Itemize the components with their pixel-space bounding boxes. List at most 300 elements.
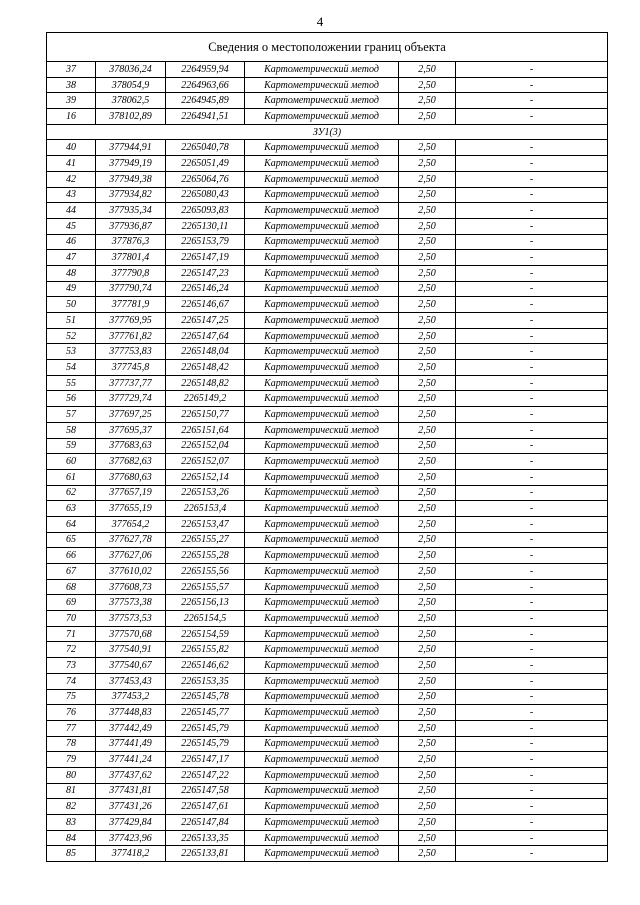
x-coordinate-cell: 377936,87 bbox=[96, 218, 166, 234]
y-coordinate-cell: 2265145,79 bbox=[166, 720, 245, 736]
point-number-cell: 61 bbox=[47, 469, 96, 485]
table-row bbox=[47, 328, 608, 344]
y-coordinate-cell: 2265153,47 bbox=[166, 516, 245, 532]
note-cell: - bbox=[456, 407, 608, 423]
point-number-cell: 72 bbox=[47, 642, 96, 658]
point-number-cell: 39 bbox=[47, 93, 96, 109]
point-number-cell: 41 bbox=[47, 156, 96, 172]
method-cell: Картометрический метод bbox=[245, 689, 399, 705]
note-cell: - bbox=[456, 171, 608, 187]
table-row bbox=[47, 469, 608, 485]
note-cell: - bbox=[456, 218, 608, 234]
method-cell: Картометрический метод bbox=[245, 313, 399, 329]
accuracy-cell: 2,50 bbox=[399, 234, 456, 250]
x-coordinate-cell: 377627,06 bbox=[96, 548, 166, 564]
point-number-cell: 76 bbox=[47, 705, 96, 721]
x-coordinate-cell: 377608,73 bbox=[96, 579, 166, 595]
y-coordinate-cell: 2265146,24 bbox=[166, 281, 245, 297]
note-cell: - bbox=[456, 109, 608, 125]
method-cell: Картометрический метод bbox=[245, 579, 399, 595]
note-cell: - bbox=[456, 203, 608, 219]
x-coordinate-cell: 377453,2 bbox=[96, 689, 166, 705]
note-cell: - bbox=[456, 846, 608, 862]
x-coordinate-cell: 377935,34 bbox=[96, 203, 166, 219]
y-coordinate-cell: 2265155,82 bbox=[166, 642, 245, 658]
note-cell: - bbox=[456, 501, 608, 517]
method-cell: Картометрический метод bbox=[245, 815, 399, 831]
table-row bbox=[47, 564, 608, 580]
accuracy-cell: 2,50 bbox=[399, 375, 456, 391]
table-title: Сведения о местоположении границ объекта bbox=[47, 33, 608, 62]
x-coordinate-cell: 377695,37 bbox=[96, 422, 166, 438]
accuracy-cell: 2,50 bbox=[399, 846, 456, 862]
table-row bbox=[47, 265, 608, 281]
table-row bbox=[47, 815, 608, 831]
accuracy-cell: 2,50 bbox=[399, 140, 456, 156]
x-coordinate-cell: 377790,74 bbox=[96, 281, 166, 297]
y-coordinate-cell: 2265093,83 bbox=[166, 203, 245, 219]
table-row bbox=[47, 830, 608, 846]
x-coordinate-cell: 377453,43 bbox=[96, 673, 166, 689]
accuracy-cell: 2,50 bbox=[399, 422, 456, 438]
section-label: ЗУ1(3) bbox=[47, 124, 608, 140]
table-row bbox=[47, 752, 608, 768]
method-cell: Картометрический метод bbox=[245, 328, 399, 344]
table-row bbox=[47, 407, 608, 423]
method-cell: Картометрический метод bbox=[245, 360, 399, 376]
table-row bbox=[47, 297, 608, 313]
point-number-cell: 79 bbox=[47, 752, 96, 768]
point-number-cell: 65 bbox=[47, 532, 96, 548]
note-cell: - bbox=[456, 642, 608, 658]
note-cell: - bbox=[456, 375, 608, 391]
table-row bbox=[47, 689, 608, 705]
note-cell: - bbox=[456, 720, 608, 736]
y-coordinate-cell: 2265133,81 bbox=[166, 846, 245, 862]
accuracy-cell: 2,50 bbox=[399, 187, 456, 203]
point-number-cell: 45 bbox=[47, 218, 96, 234]
table-row bbox=[47, 375, 608, 391]
point-number-cell: 67 bbox=[47, 564, 96, 580]
point-number-cell: 84 bbox=[47, 830, 96, 846]
note-cell: - bbox=[456, 62, 608, 78]
point-number-cell: 52 bbox=[47, 328, 96, 344]
point-number-cell: 51 bbox=[47, 313, 96, 329]
table-row bbox=[47, 360, 608, 376]
note-cell: - bbox=[456, 422, 608, 438]
accuracy-cell: 2,50 bbox=[399, 579, 456, 595]
y-coordinate-cell: 2265147,61 bbox=[166, 799, 245, 815]
note-cell: - bbox=[456, 516, 608, 532]
table-row bbox=[47, 501, 608, 517]
accuracy-cell: 2,50 bbox=[399, 407, 456, 423]
method-cell: Картометрический метод bbox=[245, 156, 399, 172]
table-row bbox=[47, 140, 608, 156]
x-coordinate-cell: 377769,95 bbox=[96, 313, 166, 329]
note-cell: - bbox=[456, 564, 608, 580]
table-row bbox=[47, 344, 608, 360]
accuracy-cell: 2,50 bbox=[399, 109, 456, 125]
method-cell: Картометрический метод bbox=[245, 77, 399, 93]
x-coordinate-cell: 377761,82 bbox=[96, 328, 166, 344]
method-cell: Картометрический метод bbox=[245, 265, 399, 281]
y-coordinate-cell: 2265150,77 bbox=[166, 407, 245, 423]
table-row bbox=[47, 422, 608, 438]
point-number-cell: 68 bbox=[47, 579, 96, 595]
point-number-cell: 66 bbox=[47, 548, 96, 564]
point-number-cell: 58 bbox=[47, 422, 96, 438]
accuracy-cell: 2,50 bbox=[399, 626, 456, 642]
method-cell: Картометрический метод bbox=[245, 642, 399, 658]
note-cell: - bbox=[456, 391, 608, 407]
method-cell: Картометрический метод bbox=[245, 516, 399, 532]
accuracy-cell: 2,50 bbox=[399, 658, 456, 674]
accuracy-cell: 2,50 bbox=[399, 673, 456, 689]
accuracy-cell: 2,50 bbox=[399, 815, 456, 831]
x-coordinate-cell: 378102,89 bbox=[96, 109, 166, 125]
y-coordinate-cell: 2265152,14 bbox=[166, 469, 245, 485]
x-coordinate-cell: 377790,8 bbox=[96, 265, 166, 281]
accuracy-cell: 2,50 bbox=[399, 705, 456, 721]
note-cell: - bbox=[456, 156, 608, 172]
table-row bbox=[47, 548, 608, 564]
x-coordinate-cell: 377697,25 bbox=[96, 407, 166, 423]
y-coordinate-cell: 2265130,11 bbox=[166, 218, 245, 234]
note-cell: - bbox=[456, 532, 608, 548]
y-coordinate-cell: 2265080,43 bbox=[166, 187, 245, 203]
y-coordinate-cell: 2265147,84 bbox=[166, 815, 245, 831]
method-cell: Картометрический метод bbox=[245, 783, 399, 799]
x-coordinate-cell: 377441,24 bbox=[96, 752, 166, 768]
table-row bbox=[47, 109, 608, 125]
y-coordinate-cell: 2265153,4 bbox=[166, 501, 245, 517]
x-coordinate-cell: 377418,2 bbox=[96, 846, 166, 862]
x-coordinate-cell: 377610,02 bbox=[96, 564, 166, 580]
note-cell: - bbox=[456, 799, 608, 815]
accuracy-cell: 2,50 bbox=[399, 689, 456, 705]
note-cell: - bbox=[456, 689, 608, 705]
note-cell: - bbox=[456, 626, 608, 642]
accuracy-cell: 2,50 bbox=[399, 391, 456, 407]
method-cell: Картометрический метод bbox=[245, 454, 399, 470]
x-coordinate-cell: 377570,68 bbox=[96, 626, 166, 642]
y-coordinate-cell: 2265155,27 bbox=[166, 532, 245, 548]
point-number-cell: 49 bbox=[47, 281, 96, 297]
x-coordinate-cell: 377781,9 bbox=[96, 297, 166, 313]
point-number-cell: 55 bbox=[47, 375, 96, 391]
point-number-cell: 37 bbox=[47, 62, 96, 78]
table-row bbox=[47, 783, 608, 799]
accuracy-cell: 2,50 bbox=[399, 736, 456, 752]
y-coordinate-cell: 2264945,89 bbox=[166, 93, 245, 109]
method-cell: Картометрический метод bbox=[245, 799, 399, 815]
x-coordinate-cell: 377934,82 bbox=[96, 187, 166, 203]
method-cell: Картометрический метод bbox=[245, 830, 399, 846]
x-coordinate-cell: 377540,67 bbox=[96, 658, 166, 674]
y-coordinate-cell: 2265146,67 bbox=[166, 297, 245, 313]
point-number-cell: 46 bbox=[47, 234, 96, 250]
y-coordinate-cell: 2265145,77 bbox=[166, 705, 245, 721]
note-cell: - bbox=[456, 469, 608, 485]
note-cell: - bbox=[456, 93, 608, 109]
point-number-cell: 57 bbox=[47, 407, 96, 423]
x-coordinate-cell: 377729,74 bbox=[96, 391, 166, 407]
table-row bbox=[47, 767, 608, 783]
method-cell: Картометрический метод bbox=[245, 407, 399, 423]
point-number-cell: 50 bbox=[47, 297, 96, 313]
table-row bbox=[47, 705, 608, 721]
method-cell: Картометрический метод bbox=[245, 532, 399, 548]
x-coordinate-cell: 377429,84 bbox=[96, 815, 166, 831]
table-row bbox=[47, 93, 608, 109]
method-cell: Картометрический метод bbox=[245, 611, 399, 627]
y-coordinate-cell: 2265064,76 bbox=[166, 171, 245, 187]
accuracy-cell: 2,50 bbox=[399, 783, 456, 799]
accuracy-cell: 2,50 bbox=[399, 171, 456, 187]
point-number-cell: 42 bbox=[47, 171, 96, 187]
note-cell: - bbox=[456, 485, 608, 501]
note-cell: - bbox=[456, 234, 608, 250]
method-cell: Картометрический метод bbox=[245, 218, 399, 234]
note-cell: - bbox=[456, 313, 608, 329]
table-row bbox=[47, 203, 608, 219]
note-cell: - bbox=[456, 595, 608, 611]
x-coordinate-cell: 377431,81 bbox=[96, 783, 166, 799]
point-number-cell: 77 bbox=[47, 720, 96, 736]
accuracy-cell: 2,50 bbox=[399, 564, 456, 580]
note-cell: - bbox=[456, 767, 608, 783]
table-row bbox=[47, 187, 608, 203]
y-coordinate-cell: 2264963,66 bbox=[166, 77, 245, 93]
x-coordinate-cell: 377680,63 bbox=[96, 469, 166, 485]
point-number-cell: 85 bbox=[47, 846, 96, 862]
y-coordinate-cell: 2265154,59 bbox=[166, 626, 245, 642]
y-coordinate-cell: 2265147,22 bbox=[166, 767, 245, 783]
y-coordinate-cell: 2265040,78 bbox=[166, 140, 245, 156]
x-coordinate-cell: 377683,63 bbox=[96, 438, 166, 454]
x-coordinate-cell: 377431,26 bbox=[96, 799, 166, 815]
table-row bbox=[47, 846, 608, 862]
y-coordinate-cell: 2265152,04 bbox=[166, 438, 245, 454]
accuracy-cell: 2,50 bbox=[399, 218, 456, 234]
method-cell: Картометрический метод bbox=[245, 140, 399, 156]
table-row bbox=[47, 234, 608, 250]
accuracy-cell: 2,50 bbox=[399, 360, 456, 376]
point-number-cell: 63 bbox=[47, 501, 96, 517]
y-coordinate-cell: 2265147,58 bbox=[166, 783, 245, 799]
x-coordinate-cell: 377682,63 bbox=[96, 454, 166, 470]
y-coordinate-cell: 2265149,2 bbox=[166, 391, 245, 407]
section-row bbox=[47, 124, 608, 140]
point-number-cell: 81 bbox=[47, 783, 96, 799]
accuracy-cell: 2,50 bbox=[399, 595, 456, 611]
method-cell: Картометрический метод bbox=[245, 736, 399, 752]
note-cell: - bbox=[456, 438, 608, 454]
note-cell: - bbox=[456, 77, 608, 93]
method-cell: Картометрический метод bbox=[245, 109, 399, 125]
boundary-coordinates-table bbox=[46, 32, 608, 862]
note-cell: - bbox=[456, 281, 608, 297]
point-number-cell: 38 bbox=[47, 77, 96, 93]
y-coordinate-cell: 2265147,17 bbox=[166, 752, 245, 768]
table-row bbox=[47, 281, 608, 297]
point-number-cell: 43 bbox=[47, 187, 96, 203]
table-title-row bbox=[47, 33, 608, 62]
table-row bbox=[47, 658, 608, 674]
x-coordinate-cell: 377949,38 bbox=[96, 171, 166, 187]
note-cell: - bbox=[456, 140, 608, 156]
accuracy-cell: 2,50 bbox=[399, 77, 456, 93]
method-cell: Картометрический метод bbox=[245, 344, 399, 360]
note-cell: - bbox=[456, 752, 608, 768]
point-number-cell: 69 bbox=[47, 595, 96, 611]
accuracy-cell: 2,50 bbox=[399, 93, 456, 109]
y-coordinate-cell: 2265147,64 bbox=[166, 328, 245, 344]
x-coordinate-cell: 377540,91 bbox=[96, 642, 166, 658]
y-coordinate-cell: 2265156,13 bbox=[166, 595, 245, 611]
x-coordinate-cell: 377654,2 bbox=[96, 516, 166, 532]
accuracy-cell: 2,50 bbox=[399, 313, 456, 329]
point-number-cell: 71 bbox=[47, 626, 96, 642]
note-cell: - bbox=[456, 454, 608, 470]
x-coordinate-cell: 377745,8 bbox=[96, 360, 166, 376]
accuracy-cell: 2,50 bbox=[399, 752, 456, 768]
x-coordinate-cell: 377753,83 bbox=[96, 344, 166, 360]
note-cell: - bbox=[456, 250, 608, 266]
accuracy-cell: 2,50 bbox=[399, 830, 456, 846]
x-coordinate-cell: 377949,19 bbox=[96, 156, 166, 172]
table-row bbox=[47, 579, 608, 595]
accuracy-cell: 2,50 bbox=[399, 532, 456, 548]
table-row bbox=[47, 454, 608, 470]
note-cell: - bbox=[456, 611, 608, 627]
point-number-cell: 40 bbox=[47, 140, 96, 156]
y-coordinate-cell: 2265153,26 bbox=[166, 485, 245, 501]
point-number-cell: 80 bbox=[47, 767, 96, 783]
point-number-cell: 56 bbox=[47, 391, 96, 407]
accuracy-cell: 2,50 bbox=[399, 720, 456, 736]
note-cell: - bbox=[456, 579, 608, 595]
note-cell: - bbox=[456, 658, 608, 674]
method-cell: Картометрический метод bbox=[245, 595, 399, 611]
accuracy-cell: 2,50 bbox=[399, 454, 456, 470]
table-row bbox=[47, 626, 608, 642]
table-row bbox=[47, 156, 608, 172]
accuracy-cell: 2,50 bbox=[399, 62, 456, 78]
point-number-cell: 47 bbox=[47, 250, 96, 266]
table-row bbox=[47, 673, 608, 689]
page-number: 4 bbox=[316, 14, 324, 29]
note-cell: - bbox=[456, 360, 608, 376]
point-number-cell: 78 bbox=[47, 736, 96, 752]
method-cell: Картометрический метод bbox=[245, 767, 399, 783]
note-cell: - bbox=[456, 830, 608, 846]
x-coordinate-cell: 377448,83 bbox=[96, 705, 166, 721]
accuracy-cell: 2,50 bbox=[399, 516, 456, 532]
point-number-cell: 74 bbox=[47, 673, 96, 689]
table-row bbox=[47, 218, 608, 234]
accuracy-cell: 2,50 bbox=[399, 548, 456, 564]
x-coordinate-cell: 377627,78 bbox=[96, 532, 166, 548]
y-coordinate-cell: 2264959,94 bbox=[166, 62, 245, 78]
table-row bbox=[47, 171, 608, 187]
point-number-cell: 64 bbox=[47, 516, 96, 532]
method-cell: Картометрический метод bbox=[245, 391, 399, 407]
accuracy-cell: 2,50 bbox=[399, 642, 456, 658]
table-row bbox=[47, 595, 608, 611]
x-coordinate-cell: 377655,19 bbox=[96, 501, 166, 517]
x-coordinate-cell: 377876,3 bbox=[96, 234, 166, 250]
method-cell: Картометрический метод bbox=[245, 673, 399, 689]
method-cell: Картометрический метод bbox=[245, 469, 399, 485]
note-cell: - bbox=[456, 815, 608, 831]
y-coordinate-cell: 2265152,07 bbox=[166, 454, 245, 470]
y-coordinate-cell: 2265155,56 bbox=[166, 564, 245, 580]
y-coordinate-cell: 2265146,62 bbox=[166, 658, 245, 674]
x-coordinate-cell: 377437,62 bbox=[96, 767, 166, 783]
point-number-cell: 54 bbox=[47, 360, 96, 376]
x-coordinate-cell: 377573,53 bbox=[96, 611, 166, 627]
y-coordinate-cell: 2265155,28 bbox=[166, 548, 245, 564]
method-cell: Картометрический метод bbox=[245, 485, 399, 501]
table-row bbox=[47, 799, 608, 815]
method-cell: Картометрический метод bbox=[245, 281, 399, 297]
method-cell: Картометрический метод bbox=[245, 846, 399, 862]
note-cell: - bbox=[456, 328, 608, 344]
y-coordinate-cell: 2265147,19 bbox=[166, 250, 245, 266]
y-coordinate-cell: 2265145,78 bbox=[166, 689, 245, 705]
method-cell: Картометрический метод bbox=[245, 705, 399, 721]
y-coordinate-cell: 2265148,82 bbox=[166, 375, 245, 391]
table-row bbox=[47, 485, 608, 501]
table-row bbox=[47, 391, 608, 407]
y-coordinate-cell: 2264941,51 bbox=[166, 109, 245, 125]
method-cell: Картометрический метод bbox=[245, 438, 399, 454]
x-coordinate-cell: 377657,19 bbox=[96, 485, 166, 501]
method-cell: Картометрический метод bbox=[245, 752, 399, 768]
method-cell: Картометрический метод bbox=[245, 626, 399, 642]
x-coordinate-cell: 377801,4 bbox=[96, 250, 166, 266]
accuracy-cell: 2,50 bbox=[399, 156, 456, 172]
point-number-cell: 73 bbox=[47, 658, 96, 674]
method-cell: Картометрический метод bbox=[245, 93, 399, 109]
y-coordinate-cell: 2265051,49 bbox=[166, 156, 245, 172]
note-cell: - bbox=[456, 673, 608, 689]
y-coordinate-cell: 2265145,79 bbox=[166, 736, 245, 752]
y-coordinate-cell: 2265147,23 bbox=[166, 265, 245, 281]
y-coordinate-cell: 2265133,35 bbox=[166, 830, 245, 846]
accuracy-cell: 2,50 bbox=[399, 281, 456, 297]
method-cell: Картометрический метод bbox=[245, 548, 399, 564]
method-cell: Картометрический метод bbox=[245, 187, 399, 203]
accuracy-cell: 2,50 bbox=[399, 203, 456, 219]
point-number-cell: 16 bbox=[47, 109, 96, 125]
y-coordinate-cell: 2265147,25 bbox=[166, 313, 245, 329]
note-cell: - bbox=[456, 548, 608, 564]
table-row bbox=[47, 250, 608, 266]
point-number-cell: 70 bbox=[47, 611, 96, 627]
point-number-cell: 53 bbox=[47, 344, 96, 360]
method-cell: Картометрический метод bbox=[245, 658, 399, 674]
accuracy-cell: 2,50 bbox=[399, 265, 456, 281]
table-row bbox=[47, 438, 608, 454]
accuracy-cell: 2,50 bbox=[399, 485, 456, 501]
method-cell: Картометрический метод bbox=[245, 250, 399, 266]
point-number-cell: 60 bbox=[47, 454, 96, 470]
y-coordinate-cell: 2265153,79 bbox=[166, 234, 245, 250]
point-number-cell: 48 bbox=[47, 265, 96, 281]
x-coordinate-cell: 377423,96 bbox=[96, 830, 166, 846]
